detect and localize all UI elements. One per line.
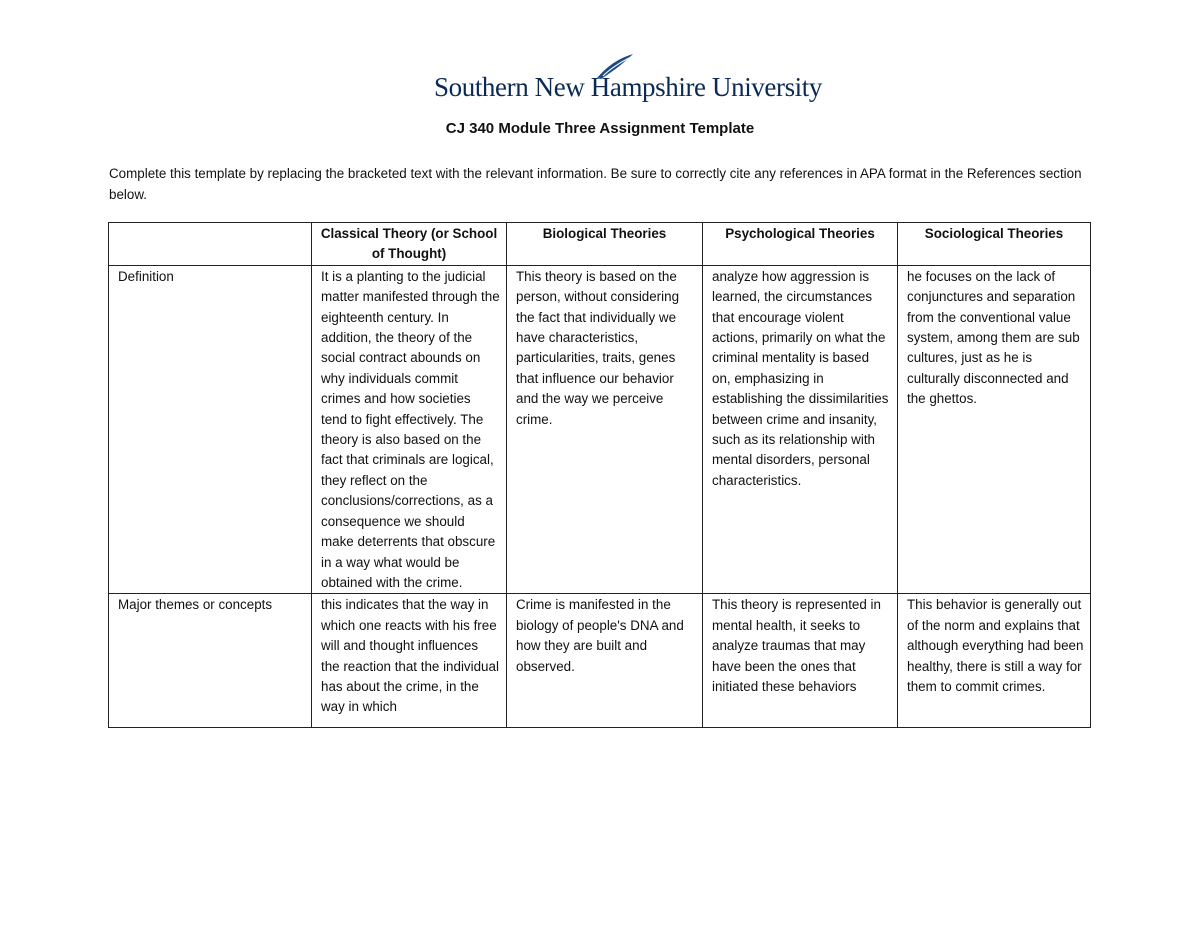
quill-icon	[595, 52, 635, 82]
column-header-biological: Biological Theories	[507, 223, 703, 266]
page-title: CJ 340 Module Three Assignment Template	[445, 120, 755, 137]
table-header-row	[109, 223, 1091, 266]
cell-themes-classical-text: this indicates that the way in which one reacts with his free will and thought influences the reaction that the individual has about the crime, in the way in which	[321, 597, 499, 715]
table-row-major-themes	[109, 594, 1091, 728]
column-header-psychological: Psychological Theories	[703, 223, 898, 266]
cell-themes-psychological: This theory is represented in mental health, it seeks to analyze traumas that may have been the ones that initiated these behaviors	[703, 594, 898, 728]
cell-definition-classical: It is a planting to the judicial matter manifested through the eighteenth century. In addition, the theory of the social contract abounds on why individuals commit crimes and how societies tend to fight effectively. The theory is also based on the fact that criminals are logical, they reflect on the conclusions/corrections, as a consequence we should make deterrents that obscure in a way what would be obtained with the crime.	[312, 265, 507, 594]
column-header-blank	[109, 223, 312, 266]
cell-definition-psychological: analyze how aggression is learned, the circumstances that encourage violent actions, primarily on what the criminal mentality is based on, emphasizing in establishing the dissimilarities between crime and insanity, such as its relationship with mental disorders, personal characteristics.	[703, 265, 898, 594]
table-row-definition	[109, 265, 1091, 594]
university-name: Southern New Hampshire University	[434, 72, 822, 102]
theories-table	[108, 222, 1091, 728]
cell-definition-biological: This theory is based on the person, without considering the fact that individually we have characteristics, particularities, traits, genes that influence our behavior and the way we perceive crime.	[507, 265, 703, 594]
cell-definition-sociological: he focuses on the lack of conjunctures and separation from the conventional value system, among them are sub cultures, just as he is culturally disconnected and the ghettos.	[898, 265, 1091, 594]
row-label-definition: Definition	[109, 265, 312, 594]
cell-themes-sociological: This behavior is generally out of the norm and explains that although everything had been healthy, there is still a way for them to commit crimes.	[898, 594, 1091, 728]
cell-themes-biological: Crime is manifested in the biology of people's DNA and how they are built and observed.	[507, 594, 703, 728]
column-header-sociological: Sociological Theories	[898, 223, 1091, 266]
instructions-paragraph: Complete this template by replacing the bracketed text with the relevant information. Be sure to correctly cite any references in APA format in the References section below.	[109, 166, 1082, 202]
cell-themes-classical	[312, 594, 507, 728]
row-label-major-themes: Major themes or concepts	[109, 594, 312, 728]
column-header-classical: Classical Theory (or School of Thought)	[312, 223, 507, 266]
